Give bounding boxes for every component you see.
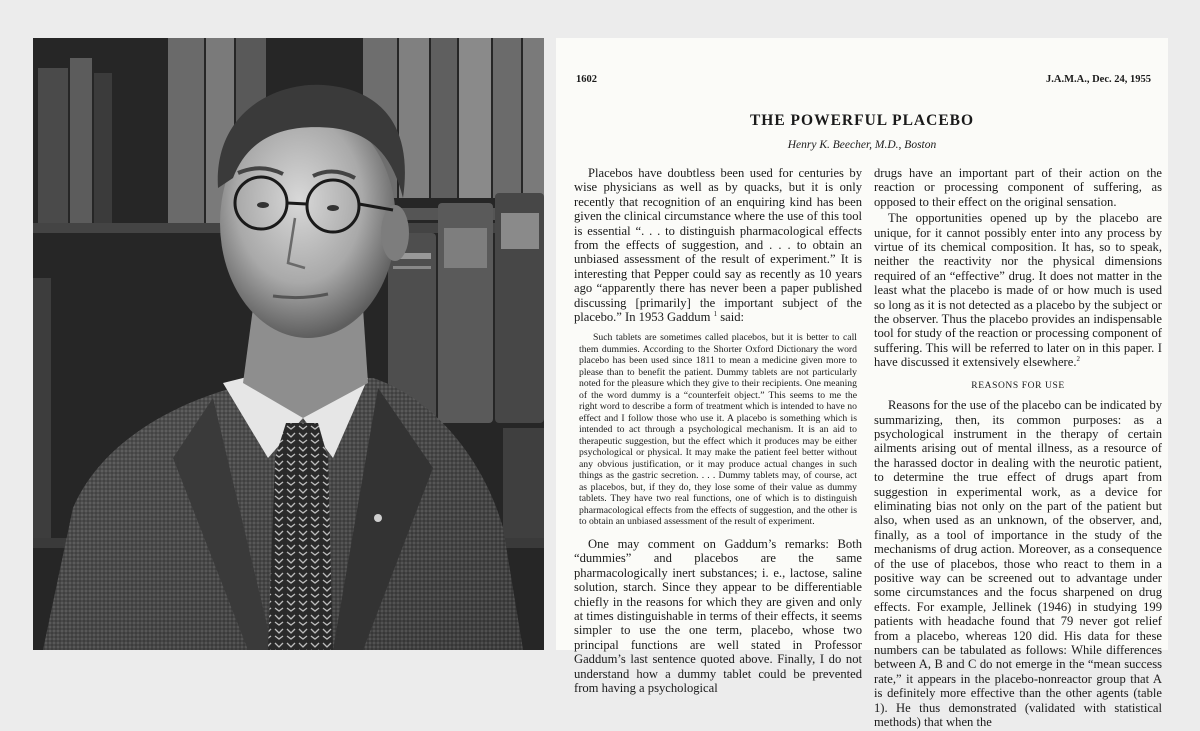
column-right	[874, 166, 1162, 731]
reference-marker: 1	[713, 309, 718, 318]
portrait-photo	[33, 38, 544, 650]
page-number: 1602	[576, 74, 597, 85]
portrait-illustration	[33, 38, 544, 650]
paragraph: One may comment on Gaddum’s remarks: Both “dummies” and placebos are the same pharmacologically inert substances; i. e., lactose, saline solution, starch. Since they appear to be differentiable chiefly in the reasons for which they are given and only at times distinguishable in terms of their effects, it seems simpler to use the one term, placebo, whose two principal functions are well stated in Professor Gaddum’s last sentence quoted above. Finally, I do not understand how a dummy tablet could be prevented from having a psychological	[574, 536, 862, 696]
article-author: Henry K. Beecher, M.D., Boston	[787, 139, 937, 151]
section-heading: REASONS FOR USE	[971, 380, 1065, 391]
paragraph: Reasons for the use of the placebo can be indicated by summarizing, then, its common purposes: as a psychological instrument in the therapy of certain ailments arising out of mental illness, as a resource of the harassed doctor in dealing with the neurotic patient, to determine the true effect of drugs apart from suggestion in experimental work, as a device for eliminating bias not only on the part of the patient but also, when used as an unknown, of the observer, and, finally, as a tool of importance in the study of the mechanisms of drug action. Moreover, as a consequence of the use of placebos, those who react to them in a positive way can be screened out to advantage under some circumstances and the focus sharpened on drug effects. For example, Jellinek (1946) in studying 199 patients with headache found that 79 never got relief from a placebo, whereas 120 did. His data for these numbers can be tabulated as follows: While differences between A, B and C do not emerge in the “mean success rate,” it appears in the placebo-nonreactor group that A is definitely more effective than the other agents (table 1). He thus demonstrated (validated with statistical methods) that when the	[874, 398, 1162, 730]
block-quote: Such tablets are sometimes called placebos, but it is better to call them dummies. According to the Shorter Oxford Dictionary the word placebo has been used since 1811 to mean a medicine given more to please than to benefit the patient. Dummy tablets are not particularly noted for the pleasure which they give to their recipients. One meaning of the word dummy is a “counterfeit object.” This seems to me the right word to describe a form of treatment which is intended to have no effect and I follow those who use it. A placebo is something which is intended to act through a psychological mechanism. It is an aid to therapeutic suggestion, but the effect which it produces may be either psychological or physical. It may make the patient feel better without any obvious justification, or it may produce actual changes in such things as the gastric secretion. . . . Dummy tablets may, of course, act as placebos, but, if they do, they lose some of their value as dummy tablets. They have two real functions, one of which is to distinguish pharmacological effects from the effects of suggestion, and the other is to obtain an unbiased assessment of the result of experiment.	[579, 332, 857, 528]
journal-citation: J.A.M.A., Dec. 24, 1955	[1046, 74, 1151, 85]
article-title: THE POWERFUL PLACEBO	[749, 112, 975, 129]
necktie	[268, 423, 333, 650]
paragraph: Placebos have doubtless been used for centuries by wise physicians as well as by quacks, but it is only recently that recognition of an enquiring kind has been given the clinical circumstance where the use of this tool is essential “. . . to distinguish pharmacological effects from the effects of suggestion, and . . . to obtain an unbiased assessment of the result of experiment.” It is interesting that Pepper could say as recently as 10 years ago “apparently there has never been a paper published discussing [primarily] the important subject of the placebo.” In 1953 Gaddum $^1$ said:	[574, 166, 862, 325]
paragraph: The opportunities opened up by the placebo are unique, for it cannot possibly enter into any process by virtue of its chemical composition. It has, so to speak, neither the reactivity nor the physical dimensions required of an “effective” drug. It does not matter in the least what the placebo is made of or how much is used so long as it is not detected as a placebo by the subject or the observer. Thus the placebo provides an indispensable tool for study of the reaction or processing component of suffering. This will be referred to later on in this paper. I have discussed it extensively elsewhere.$^2$	[874, 211, 1162, 370]
reference-marker: 2	[1076, 355, 1080, 364]
journal-page	[556, 38, 1168, 730]
column-left	[574, 166, 862, 697]
paragraph: drugs have an important part of their action on the reaction or processing component of suffering, as opposed to their effect on the original sensation.	[874, 166, 1162, 209]
